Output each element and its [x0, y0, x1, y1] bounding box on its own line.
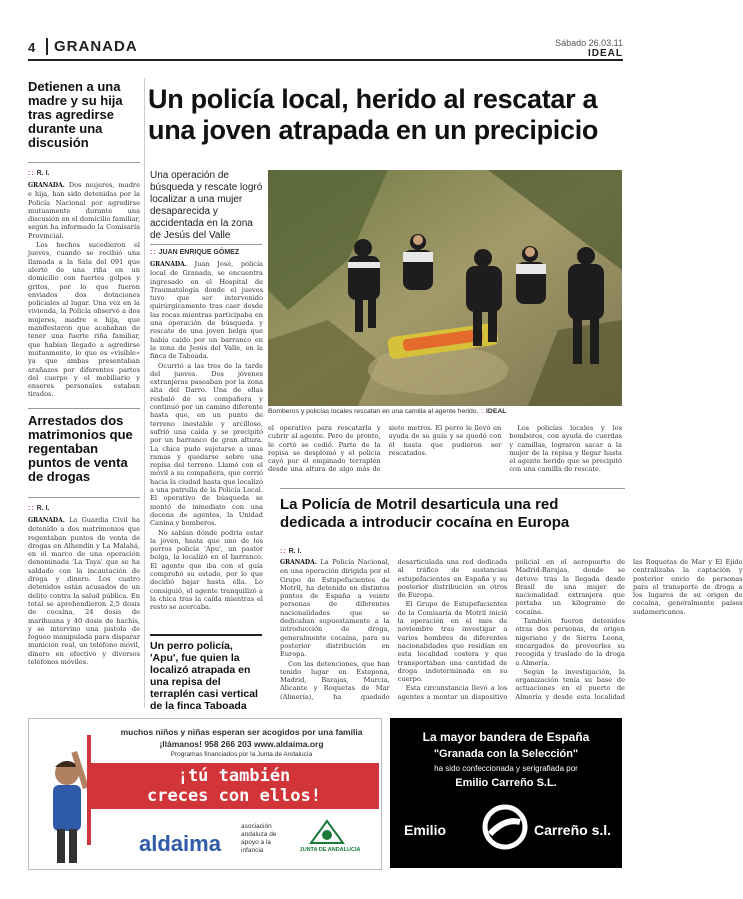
newspaper-name: IDEAL — [588, 48, 623, 59]
main-byline: :: JUAN ENRIQUE GÓMEZ — [150, 249, 240, 256]
ad-right-line2: "Granada con la Selección" — [433, 748, 579, 760]
second-byline: :: R. I. — [280, 548, 302, 555]
ad-right-line3: ha sido confeccionada y serigrafiada por — [434, 764, 578, 773]
ad-left-funding: Programas financiados por la Junta de Andalucía — [170, 751, 313, 758]
emilio-carreno-logo-icon — [482, 804, 528, 850]
ad-left-slogan1: ¡tú también — [177, 766, 291, 786]
emilio-carreno-ad[interactable] — [390, 718, 622, 868]
issue-date: Sábado 26.03.11 — [555, 38, 623, 48]
rescue-photo — [268, 170, 622, 406]
emilio-logo-left: Emilio — [404, 822, 447, 838]
ad-left-slogan2: creces con ellos! — [147, 786, 321, 806]
aldaima-logo: aldaima — [139, 831, 221, 856]
ad-left-slogan-box — [89, 763, 379, 809]
header-rule — [28, 59, 623, 61]
main-headline: Un policía local, herido al rescatar a una joven atrapada en un precipicio — [148, 84, 599, 145]
child-illustration — [37, 733, 107, 865]
second-body: GRANADA. La Policía Nacional, en una operación dirigida por el Grupo de Estupefacientes de Motril, ha detenido en distintos puntos de España a veinte personas de diferentes nacionalidades que se dedicaban supuestamente a la introducción de droga, generalmente cocaína, para su posterior distribución en Europa. Con las detenciones, que han tenido lugar en Estepona, Madrid, Barajas, Murcia, Alicante y Roquetas de Mar (Almería), ha quedado desarticulada una red dedicada al tráfico de sustancias estupefacientes en España y su posterior distribución en otros de Europa. El Grupo de Estupefacientes de la Comisaría de Motril inició la operación en el mes de noviembre tras investigar a varios hombres de diferentes nacionalidades que residían en esta localidad costera y que transportaban una cantidad de droga indeterminada en su cuerpo. Esta circunstancia llevó a los agentes a montar un dispositivo policial en el aeropuerto de Madrid-Barajas, donde se detuvo tras la llegada desde Brasil de una mujer de nacionalidad extranjera que portaba un kilogramo de cocaína. También fueron detenidos otras dos personas, de origen nigeriano y de Sierra Leona, encargados de proveerles su recogida y traslado de la droga a Almería. Según la investigación, la organización tenía su base de actuaciones en el puerto de Almería y desde esta localidad las Roquetas de Mar y El Ejido centralizaba la captación y posterior envío de personas para el transporte de droga a los lugares de su origen de cocaína, generalmente países sudamericanos. — [280, 558, 743, 701]
ad-right-company: Emilio Carreño S.L. — [455, 777, 557, 789]
section-name: GRANADA — [46, 38, 138, 55]
photo-caption: Bomberos y policías locales rescatan en una camilla al agente herido. :: IDEAL — [268, 408, 507, 415]
junta-andalucia-label: JUNTA DE ANDALUCIA — [299, 847, 361, 853]
aldaima-association: asociación andaluza de apoyo a la infancia — [241, 823, 277, 854]
deck-rule — [150, 244, 262, 245]
side2-byline: :: R. I. — [28, 505, 50, 512]
side2-body: GRANADA. La Guardia Civil ha detenido a dos matrimonios que regentaban puntos de venta de drogas en Alhendín y La Malahá, en el marco de una operación denominada 'La Taya' que se ha saldado con la incautación de droga y dinero. Los cuatro detenidos están acusados de un delito contra la salud pública. En total se aprehendieron 2,5 dosis de cocaína, 24 dosis de marihuana y 40 dosis de hachís, y se intervino una pistola de fogueo manipulada para disparar munición real, un teléfono móvil, dinero en efectivo y diversos teléfonos móviles. — [28, 516, 140, 667]
main-body-continued: el operativo para rescatarla y cubrir al agente. Pero de pronto, le cortó se cedió. Parte de la repisa se desplomó y el policía cayó por el empinado terraplén desde una altura de algo más de siete metros. El perro le llevó en ayuda de su guía y se quedó con él hasta que pudieron ser rescatados. Los policías locales y los bomberos, con ayuda de cuerdas y camillas, lograron sacar a la mujer de la repisa y llegar hasta el agente herido que se precipitó con una camilla de rescate. — [268, 424, 622, 474]
side2-title: Arrestados dos matrimonios que regentaban puntos de venta de drogas — [28, 413, 133, 484]
ad-right-line1: La mayor bandera de España — [422, 730, 590, 744]
aldaima-ad[interactable] — [28, 718, 382, 870]
pull-quote: Un perro policía, 'Apu', fue quien la localizó atrapada en una repisa del terraplén casi vertical de la finca Taboada — [150, 634, 262, 712]
side1-title: Detienen a una madre y su hija tras agredirse durante una discusión — [28, 79, 123, 150]
rescue-photo-illustration — [268, 170, 622, 406]
side1-body: GRANADA. Dos mujeres, madre e hija, han sido detenidas por la Policía Nacional por agredirse mutuamente durante una discusión en el domicilio familiar, según ha informado la Comisaría Provincial. Los hechos sucedieron el jueves, cuando se recibió una llamada a la Sala del 091 que alertó de una riña en un domicilio con fuertes golpes y gritos, por lo que fueron enviados dos dotaciones policiales al lugar. Una vez en la vivienda, la Policía observó a dos mujeres, madre e hija, que manifestaron que acababan de tener una fuerte riña familiar, que habían llegado a agredirse mutuamente, lo que es «visible» ya que ambas presentaban arañazos por diferentes partes del cuerpo y el mobiliario y enseres personales estaban tirados. — [28, 181, 140, 399]
side2-top-rule — [28, 408, 140, 409]
emilio-logo-right: Carreño s.l. — [534, 822, 612, 838]
second-headline: La Policía de Motril desarticula una red dedicada a introducir cocaína en Europa — [280, 496, 570, 531]
side1-rule — [28, 162, 140, 163]
side2-rule — [28, 497, 140, 498]
column-divider — [144, 78, 145, 708]
main-deck: Una operación de búsqueda y rescate logró localizar a una mujer desaparecida y accidentada en la zona de Jesús del Valle — [150, 170, 263, 241]
side1-byline: :: R. I. — [28, 170, 50, 177]
ad-left-line1: muchos niños y niñas esperan ser acogidos por una familia — [120, 727, 363, 737]
second-top-rule — [280, 488, 625, 489]
page-number: 4 — [28, 40, 36, 55]
ad-left-phone: ¡llámanos! 958 266 203 www.aldaima.org — [159, 739, 324, 749]
main-body-col1: GRANADA. Juan José, policía local de Granada, se encuentra ingresado en el Hospital de Traumatología donde el jueves tuvo que ser intervenido quirúrgicamente tras caer desde las rocas mientras participaba en una operación de búsqueda y rescate de una joven belga que había caído por un barranco en la zona de Jesús del Valle, en la finca de Taboada. Ocurrió a las tres de la tarde del jueves. Dos jóvenes extranjeras paseaban por la zona alta del Darro. Una de ellas resbaló de su compañera y continuó por un camino diferente hasta que, en un punto de terreno inestable y arcilloso, sufrió una caída y se precipitó por un barranco de gran altura. La chica pudo sujetarse a unas ramas y quedarse sobre una repisa del terreno. Llamó con el móvil a su compañera, que corrió hacia la ciudad hasta que localizó a una patrulla de la Policía Local. El operativo de búsqueda se montó de inmediato con una decena de agentes, la Unidad Canina y bomberos. No sabían dónde podría estar la joven, hasta que uno de los perros policía 'Apu', un pastor belga, la localizó en el barranco. El agente que iba con el guía comprobó su estado, por lo que decidió bajar hasta ella. Lo consiguió, el agente tranquilizó a la chica tras la caída mientras el resto se acercaba. — [150, 260, 263, 612]
junta-andalucia-emblem — [307, 819, 347, 845]
